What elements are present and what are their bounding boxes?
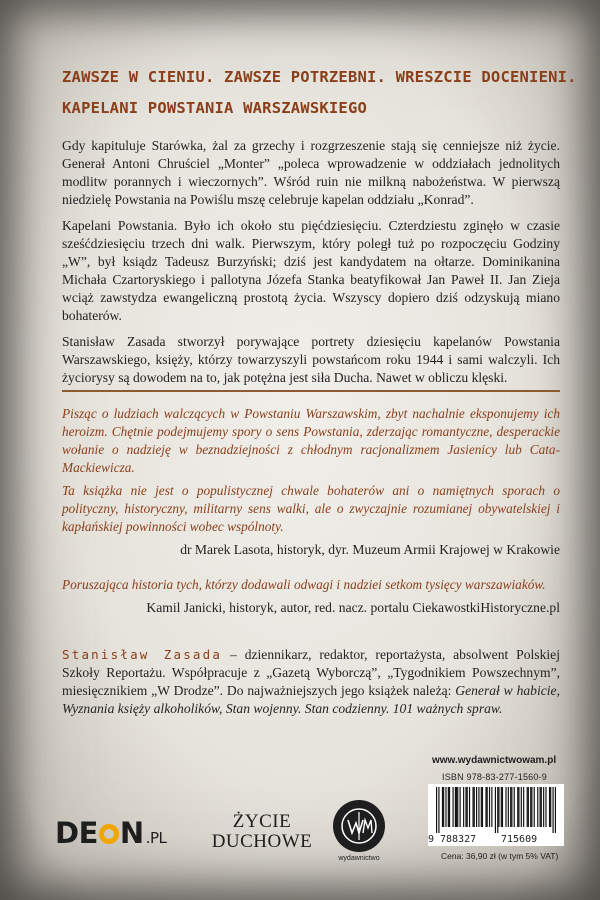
endorsement-2-author: Kamil Janicki, historyk, autor, red. nacz. portalu CiekawostkiHistoryczne.pl: [146, 600, 560, 615]
zycie-logo-line-1: ŻYCIE: [232, 811, 292, 832]
endorsement-1-author: dr Marek Lasota, historyk, dyr. Muzeum Armii Krajowej w Krakowie: [180, 542, 560, 557]
barcode-bar: [469, 787, 470, 827]
barcode-bar: [510, 787, 511, 827]
deon-logo-de: DE: [55, 816, 98, 850]
barcode-digits-right: 715609: [501, 834, 538, 845]
endorsements: [62, 405, 560, 617]
author-books: Generał w habicie, Wyznania księży alkoholików, Stan wojenny. Stan codzienny. 101 ważnych spraw.: [62, 683, 560, 716]
barcode-bar: [481, 787, 482, 827]
barcode-bar: [514, 787, 515, 827]
endorsement-1-part-1: Pisząc o ludziach walczących w Powstaniu Warszawskim, zbyt nachalnie eksponujemy ich heroizm. Chętnie podejmujemy spory o sens Powstania, zderzając romantyczne, desperackie wołanie o nadzieję w beznadziejności z chłodnym racjonalizmem Jasienicy lub Cata-Mackiewicza.: [62, 406, 560, 475]
wam-caption: wydawnictwo: [338, 855, 380, 862]
barcode-bar: [491, 787, 492, 827]
blurb: [62, 137, 560, 395]
headline-line-1: ZAWSZE W CIENIU. ZAWSZE POTRZEBNI. WRESZCIE DOCENIENI.: [62, 68, 577, 86]
wam-logo-icon: [333, 800, 385, 852]
barcode-bar: [457, 787, 458, 827]
barcode-bar: [482, 787, 483, 827]
barcode-bar: [505, 787, 506, 827]
barcode-bar: [438, 787, 439, 833]
isbn: ISBN 978-83-277-1560-9: [442, 772, 547, 782]
endorsement-2: Poruszająca historia tych, którzy dodawali odwagi i nadziei setkom tysięcy warszawiaków.: [62, 577, 546, 592]
barcode-bar: [449, 787, 450, 827]
author-bio-text: – dziennikarz, redaktor, reportażysta, absolwent Polskiej Szkoły Reportażu. Współpracuje z „Gazetą Wyborczą”, „Tygodnikiem Powszechnym”, miesięcznikiem „W Drodze”. Do najważniejszych jego książek należą:: [62, 647, 560, 698]
barcode-bar: [528, 787, 529, 827]
barcode-bar: [442, 787, 443, 827]
barcode-bar: [518, 787, 519, 827]
barcode-bar: [517, 787, 518, 827]
publisher-logos: [55, 800, 385, 860]
barcode-bar: [448, 787, 449, 827]
headline: [62, 62, 577, 124]
barcode-bar: [545, 787, 546, 827]
deon-logo-n: N: [119, 816, 144, 850]
barcode-bar: [495, 787, 496, 833]
barcode-bar: [537, 787, 538, 827]
barcode: [428, 784, 564, 846]
barcode-bar: [478, 787, 479, 827]
barcode-bar: [455, 787, 456, 827]
deon-logo: [55, 816, 180, 850]
barcode-bar: [550, 787, 551, 827]
barcode-bar: [543, 787, 544, 827]
barcode-bar: [474, 787, 475, 827]
barcode-bar: [463, 787, 464, 827]
blurb-paragraph-1: Gdy kapituluje Starówka, żal za grzechy i rozgrzeszenie stają się cenniejsze niż życie. Generał Antoni Chruściel „Monter” „poleca wprowadzenie w oddziałach jednolitych modlitw porannych i wieczornych”. Wśród ruin nie milkną nabożeństwa. W pierwszą niedzielę Powstania na Powiślu mszę celebruje kapelan oddziału „Konrad”.: [62, 138, 560, 207]
barcode-bar: [511, 787, 512, 827]
barcode-bar: [508, 787, 509, 827]
barcode-bar: [501, 787, 502, 827]
barcode-bar: [443, 787, 444, 827]
barcode-bar: [456, 787, 457, 827]
barcode-bar: [436, 787, 437, 833]
barcode-bar: [540, 787, 541, 827]
zycie-duchowe-logo: [207, 812, 317, 852]
endorsement-1-part-2: Ta książka nie jest o populistycznej chwale bohaterów ani o namiętnych sporach o polityczny, historyczny, militarny sens walki, ale o zwyczajnie rozumianej obywatelskiej i kapłańskiej powinności wobec wspólnoty.: [62, 483, 560, 534]
barcode-bar: [521, 787, 522, 827]
barcode-bar: [489, 787, 490, 827]
barcode-bar: [523, 787, 524, 827]
barcode-bar: [485, 787, 486, 827]
barcode-bar: [452, 787, 453, 827]
barcode-bar: [498, 787, 499, 827]
deon-logo-pl: .PL: [145, 829, 167, 847]
author-name: Stanisław Zasada: [62, 647, 223, 662]
author-bio: [62, 646, 560, 718]
publisher-url: www.wydawnictwowam.pl: [432, 755, 557, 766]
barcode-bar: [465, 787, 466, 827]
barcode-bar: [497, 787, 498, 833]
barcode-bar: [487, 787, 488, 827]
barcode-bar: [445, 787, 446, 827]
deon-o-icon: [99, 824, 119, 844]
price: Cena: 36,90 zł (w tym 5% VAT): [441, 851, 559, 861]
blurb-paragraph-2: Kapelani Powstania. Było ich około stu pięćdziesięciu. Czterdziestu zginęło w czasie sześćdziesięciu trzech dni walk. Pierwszym, który poległ tuż po rozpoczęciu Godziny „W”, był ksiądz Tadeusz Burzyński; dziś jest kandydatem na ołtarze. Dominikanina Michała Czartoryskiego i pallotyna Józefa Stanka beatyfikował Jan Paweł II. Jan Zieja wciąż zawstydza ewangeliczną prostotą życia. Wszyscy dopiero dziś odzyskują miano bohaterów.: [62, 218, 560, 323]
barcode-bar: [472, 787, 473, 827]
barcode-bars: [436, 787, 556, 833]
barcode-bar: [467, 787, 468, 827]
barcode-bar: [549, 787, 550, 827]
barcode-bar: [460, 787, 461, 827]
barcode-digit-prefix: 9: [428, 834, 435, 845]
barcode-bar: [552, 787, 553, 833]
barcode-bar: [541, 787, 542, 827]
barcode-bar: [527, 787, 528, 827]
divider: [62, 390, 560, 392]
barcode-bar: [531, 787, 532, 827]
barcode-digits-left: 788327: [440, 834, 477, 845]
barcode-bar: [476, 787, 477, 827]
headline-line-2: KAPELANI POWSTANIA WARSZAWSKIEGO: [62, 99, 368, 117]
barcode-bar: [534, 787, 535, 827]
barcode-bar: [530, 787, 531, 827]
zycie-logo-line-2: DUCHOWE: [211, 831, 313, 852]
barcode-bar: [502, 787, 503, 827]
barcode-bar: [555, 787, 556, 833]
blurb-paragraph-3: Stanisław Zasada stworzył porywające portrety dziesięciu kapelanów Powstania Warszawskiego, księży, którzy towarzyszyli powstańcom roku 1944 i sami walczyli. Ich życiorysy są dowodem na to, jak potężna jest siła Ducha. Nawet w obliczu klęski.: [62, 334, 560, 385]
wam-monogram-icon: [339, 806, 379, 846]
